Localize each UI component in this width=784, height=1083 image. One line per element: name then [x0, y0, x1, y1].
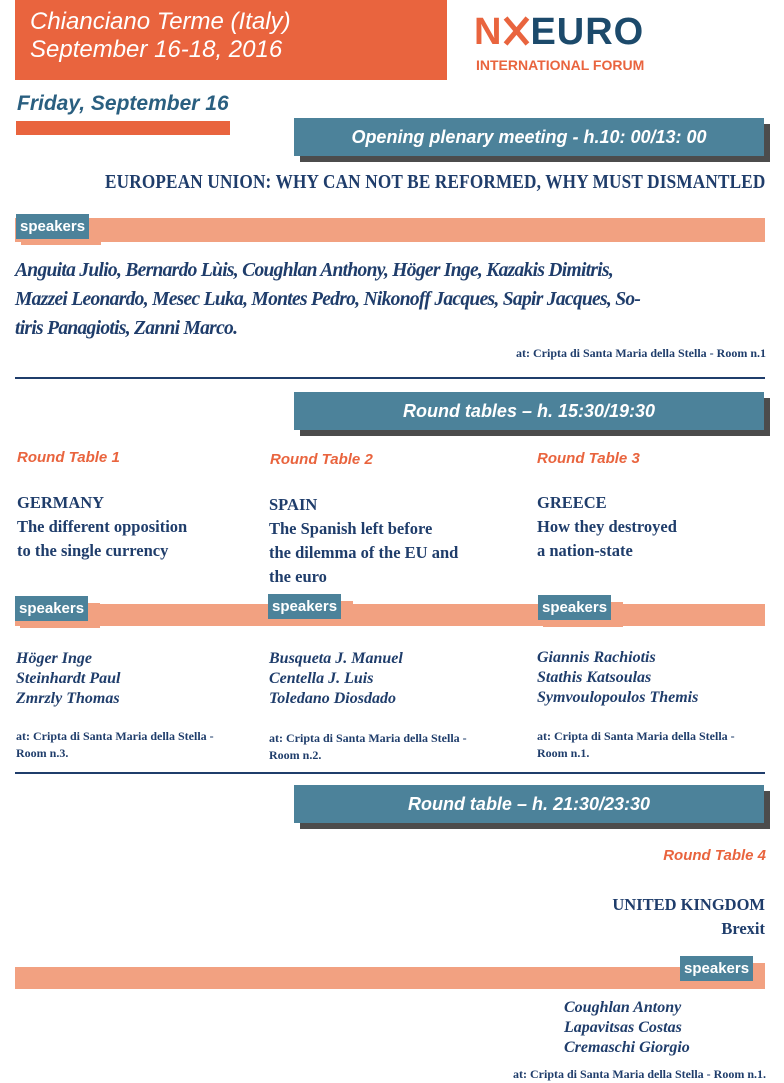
topic-line: to the single currency	[17, 541, 169, 560]
topic-line: GERMANY	[17, 493, 105, 512]
speakers-bar	[15, 604, 765, 626]
round-table-4-speakers	[564, 998, 690, 1058]
location-line: Room n.2.	[269, 748, 322, 762]
logo-euro: EURO	[530, 11, 645, 53]
speakers-tag: speakers	[680, 956, 753, 981]
round-table-2-topic	[269, 493, 458, 589]
speakers-tag: speakers	[16, 214, 89, 239]
round-table-3-location	[537, 728, 735, 762]
plenary-title: EUROPEAN UNION: WHY CAN NOT BE REFORMED, WHY MUST DISMANTLED	[105, 171, 766, 193]
speaker-name: Toledano Diosdado	[269, 690, 396, 707]
topic-line: How they destroyed	[537, 517, 677, 536]
topic-line: The different opposition	[17, 517, 188, 536]
speakers-line: Anguita Julio, Bernardo Lùis, Coughlan Anthony, Höger Inge, Kazakis Dimitris,	[15, 260, 614, 281]
round-table-1-label: Round Table 1	[17, 449, 120, 466]
round-table-4-topic	[612, 893, 765, 941]
logo-wordmark	[474, 13, 644, 51]
event-dates: September 16-18, 2016	[30, 36, 283, 63]
speaker-name: Coughlan Antony	[564, 999, 682, 1016]
logo-n: N	[474, 11, 503, 53]
topic-line: The Spanish left before	[269, 519, 433, 538]
topic-line: the dilemma of the EU and	[269, 543, 459, 562]
event-location: Chianciano Terme (Italy)	[30, 8, 291, 35]
speakers-tag: speakers	[538, 595, 611, 620]
topic-line: UNITED KINGDOM	[612, 895, 765, 914]
round-tables-header: Round tables – h. 15:30/19:30	[294, 392, 764, 430]
speaker-name: Cremaschi Giorgio	[564, 1039, 690, 1056]
round-table-2-label: Round Table 2	[270, 451, 373, 468]
round-table-3-label: Round Table 3	[537, 450, 640, 467]
evening-header: Round table – h. 21:30/23:30	[294, 785, 764, 823]
plenary-header: Opening plenary meeting - h.10: 00/13: 00	[294, 118, 764, 156]
round-table-2-location	[269, 730, 467, 764]
speakers-bar	[15, 967, 765, 989]
divider	[15, 772, 765, 774]
round-table-4-location: at: Cripta di Santa Maria della Stella - Room n.1.	[513, 1067, 766, 1081]
day-title: Friday, September 16	[17, 92, 229, 115]
round-table-4-label: Round Table 4	[663, 847, 766, 864]
speakers-line: Mazzei Leonardo, Mesec Luka, Montes Pedro, Nikonoff Jacques, Sapir Jacques, So-	[15, 289, 641, 310]
plenary-location: at: Cripta di Santa Maria della Stella - Room n.1	[516, 346, 766, 360]
speaker-name: Höger Inge	[16, 650, 92, 667]
speakers-tag: speakers	[15, 596, 88, 621]
topic-line: a nation-state	[537, 541, 633, 560]
round-table-3-speakers	[537, 648, 698, 708]
location-line: at: Cripta di Santa Maria della Stella -	[269, 731, 467, 745]
speakers-tag: speakers	[268, 594, 341, 619]
speakers-line: tiris Panagiotis, Zanni Marco.	[15, 318, 238, 339]
speaker-name: Steinhardt Paul	[16, 670, 121, 687]
speaker-name: Stathis Katsoulas	[537, 669, 652, 686]
speaker-name: Zmrzly Thomas	[16, 690, 120, 707]
x-mark-icon	[503, 17, 529, 45]
speaker-name: Giannis Rachiotis	[537, 649, 656, 666]
topic-line: Brexit	[721, 919, 765, 938]
speaker-name: Busqueta J. Manuel	[269, 650, 403, 667]
location-line: Room n.3.	[16, 746, 69, 760]
round-table-1-speakers	[16, 649, 120, 709]
speaker-name: Centella J. Luis	[269, 670, 374, 687]
round-table-1-topic	[17, 491, 187, 563]
location-line: at: Cripta di Santa Maria della Stella -	[16, 729, 214, 743]
location-line: at: Cripta di Santa Maria della Stella -	[537, 729, 735, 743]
logo-subtitle: INTERNATIONAL FORUM	[476, 57, 645, 73]
plenary-speakers-list	[15, 256, 775, 343]
speakers-bar	[15, 218, 765, 242]
divider	[15, 377, 765, 379]
round-table-2-speakers	[269, 649, 403, 709]
speaker-name: Symvoulopoulos Themis	[537, 689, 699, 706]
topic-line: the euro	[269, 567, 327, 586]
topic-line: SPAIN	[269, 495, 318, 514]
topic-line: GREECE	[537, 493, 607, 512]
speaker-name: Lapavitsas Costas	[564, 1019, 682, 1036]
day-underline-bar	[16, 121, 230, 135]
round-table-3-topic	[537, 491, 677, 563]
round-table-1-location	[16, 728, 214, 762]
location-line: Room n.1.	[537, 746, 590, 760]
